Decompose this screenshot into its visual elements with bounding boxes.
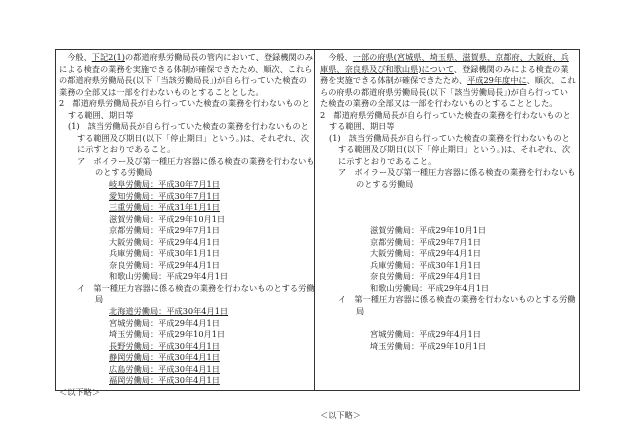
left-section-2-heading: 2 都道府県労働局長が自ら行っていた検査の業務を行わないものと [59,98,310,109]
revised-column [59,52,315,398]
right-item-a-list [320,225,578,294]
right-p1-line-4: た検査の業務の全部又は一部を行わないものとすることとした。 [320,98,558,109]
previous-column [320,52,578,422]
right-item-b-list [320,329,578,352]
list-item: 岐阜労働局：平成30年7月1日 [109,179,220,190]
right-blank-line [320,214,578,226]
list-item: 滋賀労働局：平成29年10月1日 [109,213,226,224]
list-item: 長野労働局：平成30年4月1日 [109,340,220,351]
right-item-a-heading: ア ボイラー及び第一種圧力容器に係る検査の業務を行わないも [338,167,576,178]
list-item: 宮城労働局：平成29年4月1日 [109,317,220,328]
right-s1-line-1: する範囲及び期日(以下「停止期日」という。)は、それぞれ、次 [338,144,571,155]
right-p1-line-3: らの府県の都道府県労働局長(以下「該当労働局長」)が自ら行ってい [320,86,568,97]
left-item-b-heading: イ 第一種圧力容器に係る検査の業務を行わないものとする労働 [77,282,315,293]
right-blank-line [320,387,578,399]
right-s1-line-0: (1) 該当労働局長が自ら行っていた検査の業務を行わないものと [329,132,570,143]
right-p1-line-0: 今般、一部の府県(宮城県、埼玉県、滋賀県、京都府、大阪府、兵 [320,52,569,62]
list-item: 宮城労働局：平成29年4月1日 [370,329,481,340]
left-item-a-list [59,179,312,283]
left-item-b-heading-cont: 局 [95,294,104,305]
list-item: 福岡労働局：平成30年4月1日 [109,375,220,386]
list-item: 和歌山労働局：平成29年4月1日 [109,271,229,282]
right-item-a-heading-cont: のとする労働局 [356,179,414,190]
list-item: 三重労働局：平成31年1月1日 [109,202,220,213]
right-blank-line [320,318,578,330]
left-s1-line-0: (1) 該当労働局長が自ら行っていた検査の業務を行わないものと [68,121,309,132]
list-item: 京都労働局：平成29年7月1日 [109,225,220,236]
list-item: 和歌山労働局：平成29年4月1日 [370,282,490,293]
left-p1-line-0: 今般、下記2(1)の都道府県労働局長の管内において、登録機関のみ [59,52,314,62]
column-divider [314,50,315,390]
right-item-b-heading-cont: 局 [356,306,365,317]
left-p1-line-2: の都道府県労働局長(以下「当該労働局長」)が自ら行っていた検査の [59,75,307,86]
right-section-2-heading-cont: する範囲、期日等 [329,121,395,132]
list-item: 北海道労働局：平成30年4月1日 [109,306,229,317]
right-blank-line [320,352,578,364]
list-item: 埼玉労働局：平成29年10月1日 [370,340,487,351]
right-blank-line [320,375,578,387]
list-item: 埼玉労働局：平成29年10月1日 [109,329,226,340]
right-blank-line [320,202,578,214]
right-s1-line-2: に示すとおりであること。 [338,155,437,166]
right-blank-line [320,364,578,376]
left-s1-line-2: に示すとおりであること。 [77,144,176,155]
left-omitted-marker: ＜以下略＞ [59,386,100,397]
right-item-b-heading: イ 第一種圧力容器に係る検査の業務を行わないものとする労働 [338,294,576,305]
right-omitted-marker: ＜以下略＞ [320,409,361,420]
list-item: 大阪労働局：平成29年4月1日 [370,248,481,259]
list-item: 滋賀労働局：平成29年10月1日 [370,225,487,236]
left-item-a-heading: ア ボイラー及び第一種圧力容器に係る検査の業務を行わないも [77,155,315,166]
list-item: 奈良労働局：平成29年4月1日 [109,259,220,270]
right-section-2-heading: 2 都道府県労働局長が自ら行っていた検査の業務を行わないものと [320,109,571,120]
left-section-2-heading-cont: する範囲、期日等 [68,109,134,120]
left-p1-line-1: による検査の業務を実施できる体制が確保できたため、順次、これら [59,63,313,74]
left-item-b-list [59,306,312,387]
left-item-a-heading-cont: のとする労働局 [95,167,153,178]
list-item: 奈良労働局：平成29年4月1日 [370,271,481,282]
list-item: 兵庫労働局：平成30年1月1日 [370,259,481,270]
list-item: 静岡労働局：平成30年4月1日 [109,352,220,363]
left-s1-line-1: する範囲及び期日(以下「停止期日」という。)は、それぞれ、次 [77,132,310,143]
list-item: 京都労働局：平成29年7月1日 [370,236,481,247]
comparison-table [55,49,580,420]
list-item: 愛知労働局：平成30年7月1日 [109,190,220,201]
list-item: 広島労働局：平成30年4月1日 [109,363,220,374]
left-p1-line-3: 業務の全部又は一部を行わないものとすることとした。 [59,86,264,97]
list-item: 大阪労働局：平成29年4月1日 [109,236,220,247]
right-blank-line [320,398,578,410]
right-blank-line [320,191,578,203]
list-item: 兵庫労働局：平成30年1月1日 [109,248,220,259]
right-p1-line-2: 務を実施できる体制が確保できたため、平成29年度中に、順次、これ [320,75,576,86]
right-p1-line-1: 庫県、奈良県及び和歌山県)について、登録機関のみによる検査の業 [320,63,569,74]
